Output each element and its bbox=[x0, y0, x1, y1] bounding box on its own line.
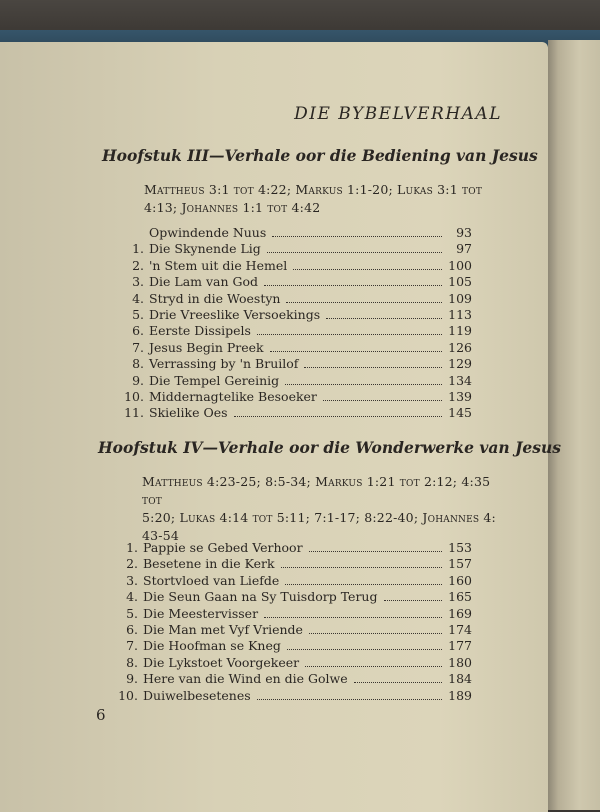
entry-number: 6. bbox=[132, 323, 144, 339]
leader-dots bbox=[305, 666, 442, 667]
entry-title: Eerste Dissipels bbox=[149, 323, 251, 339]
entry-number: 8. bbox=[132, 356, 144, 372]
chapter-3-references bbox=[144, 181, 514, 217]
entry-number: 10. bbox=[118, 687, 138, 703]
entry-number: 9. bbox=[132, 372, 144, 388]
entry-number: 6. bbox=[126, 621, 138, 637]
facing-page bbox=[548, 40, 600, 810]
entry-page: 134 bbox=[448, 372, 472, 388]
entry-page: 139 bbox=[448, 388, 472, 404]
toc-entry bbox=[124, 340, 472, 356]
leader-dots bbox=[264, 285, 442, 286]
entry-page: 119 bbox=[448, 323, 472, 339]
toc-entry bbox=[118, 556, 472, 572]
entry-number: 1. bbox=[132, 241, 144, 257]
entry-title: Die Lam van God bbox=[149, 274, 259, 290]
toc-entry bbox=[124, 405, 472, 421]
toc-entry bbox=[124, 323, 472, 339]
entry-title: Skielike Oes bbox=[149, 405, 228, 421]
entry-page: 174 bbox=[448, 621, 472, 637]
toc-entry bbox=[124, 307, 472, 323]
page-number: 6 bbox=[96, 706, 106, 724]
toc-entry bbox=[124, 274, 472, 290]
entry-number: 7. bbox=[126, 638, 138, 654]
entry-page: 109 bbox=[448, 290, 472, 306]
entry-number: 5. bbox=[126, 605, 138, 621]
reference-line: 4:13; Johannes 1:1 tot 4:42 bbox=[144, 200, 321, 215]
leader-dots bbox=[257, 699, 442, 700]
leader-dots bbox=[264, 617, 442, 618]
reference-line: 5:20; Lukas 4:14 tot 5:11; 7:1-17; 8:22-40; Johannes 4: bbox=[142, 510, 496, 525]
toc-entry bbox=[118, 688, 472, 704]
leader-dots bbox=[270, 351, 442, 352]
toc-entry bbox=[124, 225, 472, 241]
entry-number: 2. bbox=[132, 257, 144, 273]
entry-number: 9. bbox=[126, 671, 138, 687]
leader-dots bbox=[286, 302, 442, 303]
entry-page: 145 bbox=[448, 405, 472, 421]
toc-entry bbox=[118, 573, 472, 589]
entry-number: 4. bbox=[132, 290, 144, 306]
running-head: DIE BYBELVERHAAL bbox=[294, 104, 502, 124]
toc-entry bbox=[118, 540, 472, 556]
entry-title: Jesus Begin Preek bbox=[149, 339, 264, 355]
toc-entry bbox=[118, 606, 472, 622]
leader-dots bbox=[257, 334, 442, 335]
entry-page: 177 bbox=[448, 638, 472, 654]
reference-line: Mattheus 4:23-25; 8:5-34; Markus 1:21 tot 2:12; 4:35 tot bbox=[142, 474, 491, 507]
entry-title: Verrassing by 'n Bruilof bbox=[149, 356, 299, 372]
toc-entry bbox=[124, 373, 472, 389]
leader-dots bbox=[267, 252, 442, 253]
toc-entry bbox=[118, 589, 472, 605]
entry-title: Die Tempel Gereinig bbox=[149, 372, 280, 388]
entry-title: Besetene in die Kerk bbox=[143, 556, 275, 572]
entry-title: Here van die Wind en die Golwe bbox=[143, 671, 348, 687]
entry-number: 4. bbox=[126, 589, 138, 605]
leader-dots bbox=[384, 600, 443, 601]
entry-number: 11. bbox=[124, 405, 144, 421]
entry-number: 3. bbox=[132, 274, 144, 290]
entry-page: 184 bbox=[448, 671, 472, 687]
entry-page: 160 bbox=[448, 572, 472, 588]
entry-title: Stortvloed van Liefde bbox=[143, 572, 280, 588]
reference-line: 43-54 bbox=[142, 528, 180, 543]
leader-dots bbox=[272, 236, 442, 237]
entry-number: 8. bbox=[126, 654, 138, 670]
reference-line: Mattheus 3:1 tot 4:22; Markus 1:1-20; Lukas 3:1 tot bbox=[144, 182, 483, 197]
toc-entry bbox=[118, 655, 472, 671]
chapter-3-contents bbox=[124, 225, 472, 422]
entry-number: 7. bbox=[132, 339, 144, 355]
toc-entry bbox=[118, 638, 472, 654]
entry-page: 169 bbox=[448, 605, 472, 621]
entry-title: Opwindende Nuus bbox=[149, 225, 267, 240]
entry-page: 97 bbox=[456, 241, 472, 257]
entry-page: 129 bbox=[448, 356, 472, 372]
entry-page: 126 bbox=[448, 339, 472, 355]
entry-title: Die Lykstoet Voorgekeer bbox=[143, 654, 300, 670]
entry-number: 5. bbox=[132, 306, 144, 322]
leader-dots bbox=[326, 318, 442, 319]
leader-dots bbox=[234, 416, 442, 417]
leader-dots bbox=[309, 633, 442, 634]
entry-title: Die Skynende Lig bbox=[149, 241, 261, 257]
toc-entry bbox=[124, 356, 472, 372]
chapter-3-title: Hoofstuk III—Verhale oor die Bediening van Jesus bbox=[102, 146, 538, 165]
leader-dots bbox=[309, 551, 442, 552]
leader-dots bbox=[354, 682, 442, 683]
entry-number: 2. bbox=[126, 556, 138, 572]
entry-title: Stryd in die Woestyn bbox=[149, 290, 281, 306]
entry-title: Drie Vreeslike Versoekings bbox=[149, 306, 321, 322]
leader-dots bbox=[281, 567, 442, 568]
toc-entry bbox=[124, 258, 472, 274]
toc-entry bbox=[124, 241, 472, 257]
entry-page: 100 bbox=[448, 257, 472, 273]
leader-dots bbox=[285, 584, 442, 585]
entry-title: Pappie se Gebed Verhoor bbox=[143, 540, 303, 555]
entry-title: Duiwelbesetenes bbox=[143, 687, 251, 703]
leader-dots bbox=[287, 649, 442, 650]
entry-title: Middernagtelike Besoeker bbox=[149, 388, 317, 404]
toc-entry bbox=[118, 671, 472, 687]
entry-page: 157 bbox=[448, 556, 472, 572]
entry-title: 'n Stem uit die Hemel bbox=[149, 257, 288, 273]
entry-page: 93 bbox=[456, 225, 472, 240]
leader-dots bbox=[304, 367, 442, 368]
leader-dots bbox=[285, 384, 442, 385]
entry-number: 10. bbox=[124, 388, 144, 404]
entry-title: Die Hoofman se Kneg bbox=[143, 638, 281, 654]
toc-entry bbox=[124, 291, 472, 307]
entry-page: 153 bbox=[448, 540, 472, 555]
chapter-4-title: Hoofstuk IV—Verhale oor die Wonderwerke van Jesus bbox=[98, 438, 561, 457]
entry-page: 113 bbox=[448, 306, 472, 322]
entry-title: Die Meestervisser bbox=[143, 605, 259, 621]
leader-dots bbox=[323, 400, 442, 401]
entry-page: 180 bbox=[448, 654, 472, 670]
entry-page: 105 bbox=[448, 274, 472, 290]
leader-dots bbox=[293, 269, 442, 270]
toc-entry bbox=[124, 389, 472, 405]
chapter-4-contents bbox=[118, 540, 472, 704]
entry-title: Die Man met Vyf Vriende bbox=[143, 621, 303, 637]
entry-page: 189 bbox=[448, 687, 472, 703]
entry-page: 165 bbox=[448, 589, 472, 605]
entry-title: Die Seun Gaan na Sy Tuisdorp Terug bbox=[143, 589, 378, 605]
entry-number: 1. bbox=[126, 540, 138, 555]
toc-entry bbox=[118, 622, 472, 638]
entry-number: 3. bbox=[126, 572, 138, 588]
chapter-4-references bbox=[142, 473, 514, 545]
